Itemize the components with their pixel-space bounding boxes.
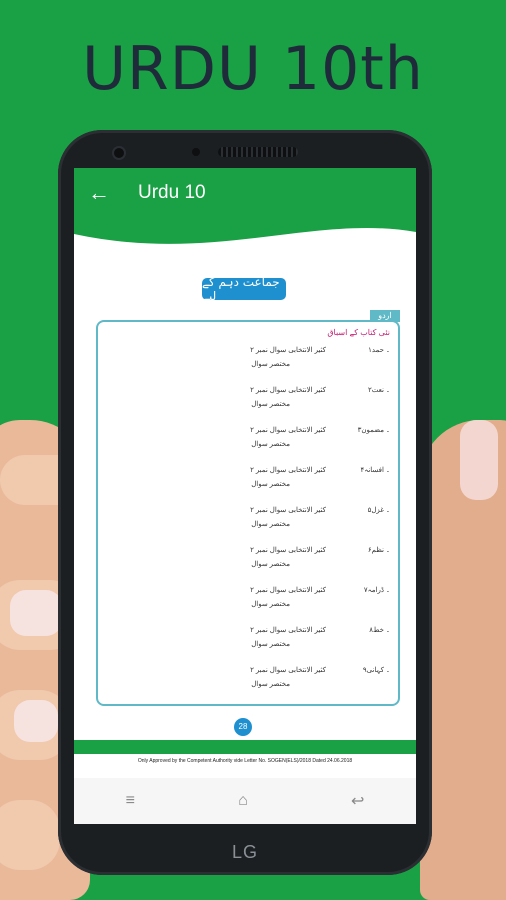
syllabus-row [108,504,390,544]
syllabus-row [108,384,390,424]
section-label: جماعت دہم کے لیے [202,278,286,300]
row-line: کثیر الانتخابی سوال نمبر ۲ [250,467,326,474]
row-heading: ۹۔ کہانی [362,667,390,674]
finger [0,800,60,870]
row-line: کثیر الانتخابی سوال نمبر ۲ [250,387,326,394]
menu-icon[interactable]: ≡ [125,792,135,809]
row-line: مختصر سوال [251,601,290,608]
app-bar [74,168,416,218]
row-heading: ۵۔ غزل [367,507,390,514]
row-heading: ۱۔ حمد [368,347,390,354]
row-heading: ۸۔ خط [369,627,390,634]
syllabus-rows [108,344,390,704]
row-line: مختصر سوال [251,401,290,408]
row-line: مختصر سوال [251,641,290,648]
app-title: Urdu 10 [138,182,206,203]
intro-text: نئی کتاب کے اسباق [327,328,390,337]
row-line: مختصر سوال [251,361,290,368]
sensor [192,148,200,156]
row-line: مختصر سوال [251,681,290,688]
row-line: مختصر سوال [251,481,290,488]
row-line: کثیر الانتخابی سوال نمبر ۲ [250,507,326,514]
phone-top [58,130,432,170]
promo-title: URDU 10th [82,34,424,104]
system-nav-bar [74,778,416,824]
thumbnail [460,420,498,500]
row-line: کثیر الانتخابی سوال نمبر ۲ [250,347,326,354]
syllabus-row [108,624,390,664]
syllabus-row [108,424,390,464]
document-page[interactable] [74,218,416,764]
bottom-green-band [74,740,416,754]
row-line: مختصر سوال [251,561,290,568]
syllabus-row [108,464,390,504]
row-heading: ۷۔ ڈرامہ [363,587,390,594]
row-line: مختصر سوال [251,521,290,528]
syllabus-row [108,584,390,624]
row-line: کثیر الانتخابی سوال نمبر ۲ [250,587,326,594]
syllabus-row [108,664,390,704]
row-line: کثیر الانتخابی سوال نمبر ۲ [250,547,326,554]
home-icon[interactable]: ⌂ [238,792,248,809]
page-number: 28 [234,718,252,736]
front-camera [114,148,124,158]
corner-tag: اردو [370,310,400,322]
row-line: کثیر الانتخابی سوال نمبر ۲ [250,427,326,434]
row-heading: ۲۔ نعت [367,387,390,394]
fingernail [14,700,58,742]
content-box [96,311,400,706]
phone-brand-logo: LG [231,842,258,862]
row-heading: ۶۔ نظم [367,547,390,554]
top-wave [74,218,416,258]
fingernail [10,590,62,636]
row-line: کثیر الانتخابی سوال نمبر ۲ [250,627,326,634]
syllabus-row [108,544,390,584]
speaker-grille [218,147,298,157]
phone-frame [58,130,432,875]
row-heading: ۴۔ افسانہ [360,467,390,474]
back-icon[interactable]: ↩ [350,793,365,810]
footnote: Only Approved by the Competent Authority vide Letter No. SOGEN(ELS)/2018 Dated 24.06.2018 [137,758,353,764]
screen [74,168,416,824]
syllabus-row [108,344,390,384]
row-heading: ۳۔ مضمون [357,427,390,434]
row-line: کثیر الانتخابی سوال نمبر ۲ [250,667,326,674]
back-arrow-icon[interactable]: ← [88,180,110,205]
row-line: مختصر سوال [251,441,290,448]
